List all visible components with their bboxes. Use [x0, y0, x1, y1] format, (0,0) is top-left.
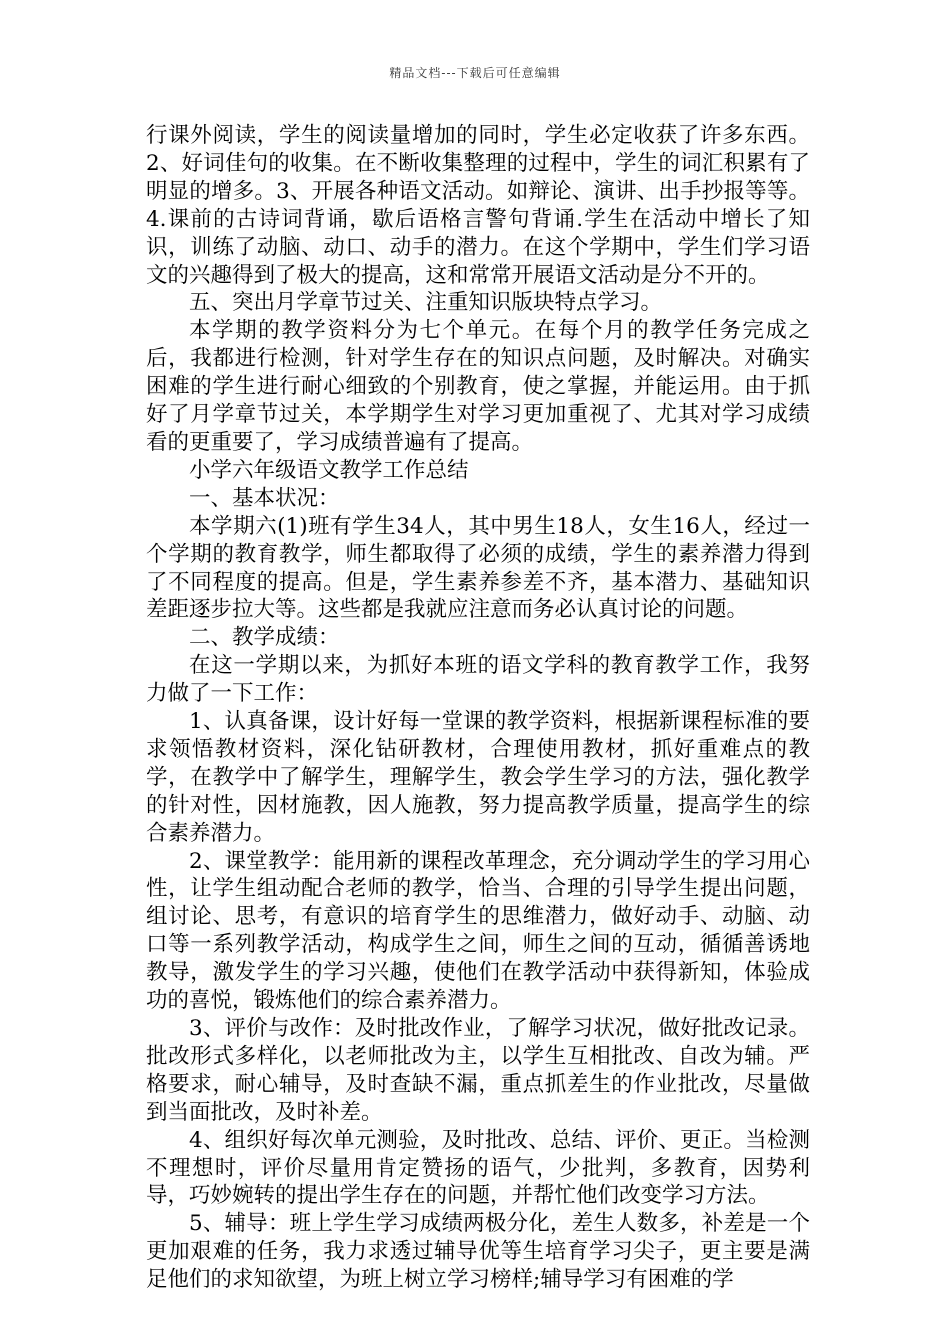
- paragraph: 5、辅导：班上学生学习成绩两极分化，差生人数多，补差是一个更加艰难的任务，我力求透过辅导优等生培育学习尖子，更主要是满足他们的求知欲望，为班上树立学习榜样;辅导学习有困难的学: [146, 1211, 810, 1293]
- paragraph: 3、评价与改作：及时批改作业，了解学习状况，做好批改记录。批改形式多样化，以老师批改为主，以学生互相批改、自改为辅。严格要求，耐心辅导，及时查缺不漏，重点抓差生的作业批改，尽量做到当面批改，及时补差。: [146, 1016, 810, 1125]
- paragraph: 行课外阅读，学生的阅读量增加的同时，学生必定收获了许多东西。2、好词佳句的收集。在不断收集整理的过程中，学生的词汇积累有了明显的增多。3、开展各种语文活动。如辩论、演讲、出手抄报等等。4.课前的古诗词背诵，歇后语格言警句背诵.学生在活动中增长了知识，训练了动脑、动口、动手的潜力。在这个学期中，学生们学习语文的兴趣得到了极大的提高，这和常常开展语文活动是分不开的。: [146, 123, 810, 288]
- paragraph: 五、突出月学章节过关、注重知识版块特点学习。: [189, 290, 663, 316]
- paragraph: 4、组织好每次单元测验，及时批改、总结、评价、更正。当检测不理想时，评价尽量用肯定赞扬的语气，少批判，多教育，因势利导，巧妙婉转的提出学生存在的问题，并帮忙他们改变学习方法。: [146, 1127, 810, 1209]
- section-heading: 一、基本状况：: [189, 485, 340, 511]
- paragraph: 1、认真备课，设计好每一堂课的教学资料，根据新课程标准的要求领悟教材资料，深化钻研教材，合理使用教材，抓好重难点的教学，在教学中了解学生，理解学生，教会学生学习的方法，强化教学的针对性，因材施教，因人施教，努力提高教学质量，提高学生的综合素养潜力。: [146, 709, 810, 846]
- document-body: [146, 122, 810, 1294]
- paragraph: 本学期的教学资料分为七个单元。在每个月的教学任务完成之后，我都进行检测，针对学生存在的知识点问题，及时解决。对确实困难的学生进行耐心细致的个别教育，使之掌握，并能运用。由于抓好了月学章节过关，本学期学生对学习更加重视了、尤其对学习成绩看的更重要了，学习成绩普遍有了提高。: [146, 318, 810, 455]
- section-title: 小学六年级语文教学工作总结: [189, 457, 469, 483]
- page-header: 精品文档---下载后可任意编辑: [389, 66, 561, 80]
- paragraph: 本学期六(1)班有学生34人，其中男生18人，女生16人，经过一个学期的教育教学，师生都取得了必须的成绩，学生的素养潜力得到了不同程度的提高。但是，学生素养参差不齐，基本潜力、基础知识差距逐步拉大等。这些都是我就应注意而务必认真讨论的问题。: [146, 513, 810, 623]
- paragraph: 2、课堂教学：能用新的课程改革理念，充分调动学生的学习用心性，让学生组动配合老师的教学，恰当、合理的引导学生提出问题，组讨论、思考，有意识的培育学生的思维潜力，做好动手、动脑、动口等一系列教学活动，构成学生之间，师生之间的互动，循循善诱地教导，激发学生的学习兴趣，使他们在教学活动中获得新知，体验成功的喜悦，锻炼他们的综合素养潜力。: [146, 848, 810, 1014]
- paragraph: 在这一学期以来，为抓好本班的语文学科的教育教学工作，我努力做了一下工作：: [146, 653, 810, 707]
- section-heading: 二、教学成绩：: [189, 625, 340, 651]
